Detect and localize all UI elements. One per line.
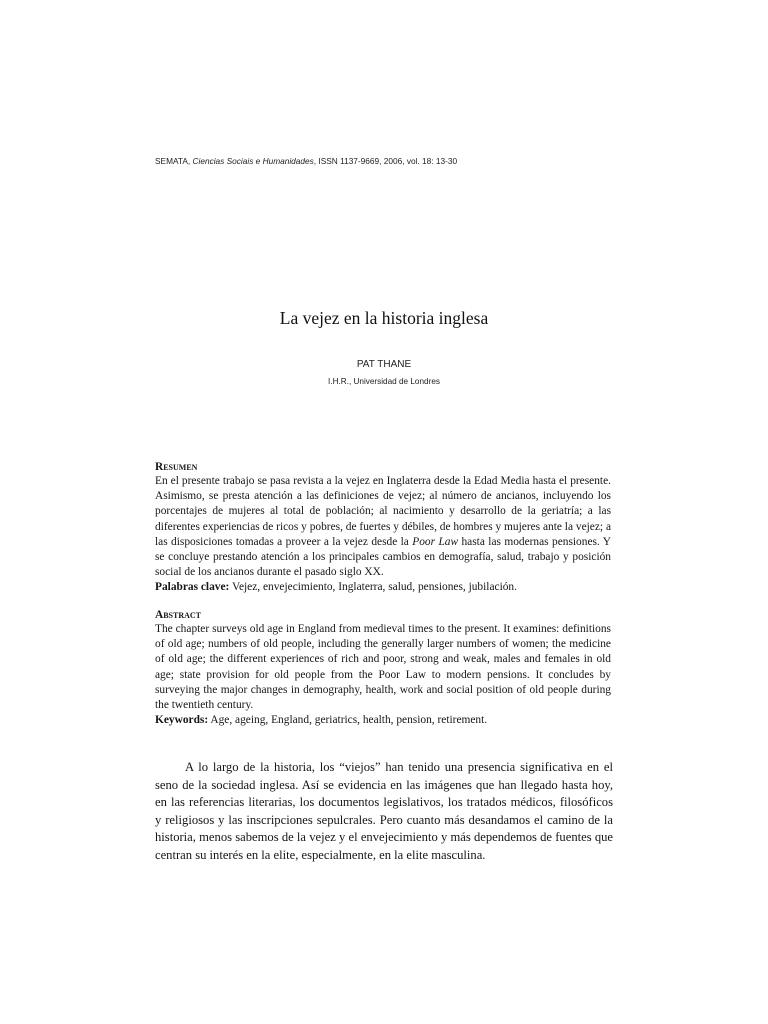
resumen-keywords-label: Palabras clave: (155, 581, 230, 594)
running-head-prefix: SEMATA, (155, 156, 193, 166)
running-head (155, 156, 457, 166)
resumen-keywords (155, 580, 611, 595)
abstract-text: The chapter surveys old age in England from medieval times to the present. It examines: definitions of old age; numbers of old people, including the generally larger numbers of women; the medicine of old age; the different experiences of rich and poor, strong and weak, males and females in old age; state provision for old people from the Poor Law to modern pensions. It concludes by surveying the major changes in demography, health, work and social position of old people during the twentieth century. (155, 623, 611, 712)
resumen-keywords-list: Vejez, envejecimiento, Inglaterra, salud, pensiones, jubilación. (229, 581, 517, 594)
resumen-text-part-2: hasta las modernas pensiones. Y se concluye prestando atención a los principales cambios en demografía, salud, trabajo y posición social de los ancianos durante el pasado siglo XX. (155, 535, 611, 579)
resumen-section (155, 461, 611, 596)
resumen-heading: Resumen (155, 461, 198, 473)
running-head-suffix: , ISSN 1137-9669, 2006, vol. 18: 13-30 (313, 156, 458, 166)
resumen-text-part-1: En el presente trabajo se pasa revista a la vejez en Inglaterra desde la Edad Media hasta el presente. Asimismo, se presta atención a las definiciones de vejez; al número de ancianos, incluyendo los porcentajes de mujeres al total de población; al nacimiento y desarrollo de la geriatría; a las diferentes experiencias de ricos y pobres, de fuertes y débiles, de hombres y mujeres ante la vejez; a las disposiciones tomadas a proveer a la vejez desde la (155, 475, 611, 548)
abstract-heading: Abstract (155, 609, 202, 621)
author-affiliation: I.H.R., Universidad de Londres (328, 377, 440, 386)
abstract-keywords-list: Age, ageing, England, geriatrics, health, pension, retirement. (208, 714, 488, 727)
author-name: PAT THANE (356, 359, 412, 370)
article-title: La vejez en la historia inglesa (279, 308, 489, 328)
running-head-journal: Ciencias Sociais e Humanidades (192, 156, 314, 166)
resumen-text (155, 474, 611, 580)
abstract-section (155, 609, 611, 728)
body-text (155, 759, 613, 864)
abstract-keywords (155, 713, 611, 728)
abstract-keywords-label: Keywords: (155, 714, 209, 727)
resumen-text-italic: Poor Law (412, 535, 459, 548)
body-paragraph: A lo largo de la historia, los “viejos” han tenido una presencia significativa en el seno de la sociedad inglesa. Así se evidencia en las imágenes que han llegado hasta hoy, en las referencias literarias, los documentos legislativos, los tratados médicos, filosóficos y religiosos y las inscripciones sepulcrales. Pero cuanto más desandamos el camino de la historia, menos sabemos de la vejez y el envejecimiento y más dependemos de fuentes que centran su interés en la elite, especialmente, en la elite masculina. (155, 760, 613, 862)
